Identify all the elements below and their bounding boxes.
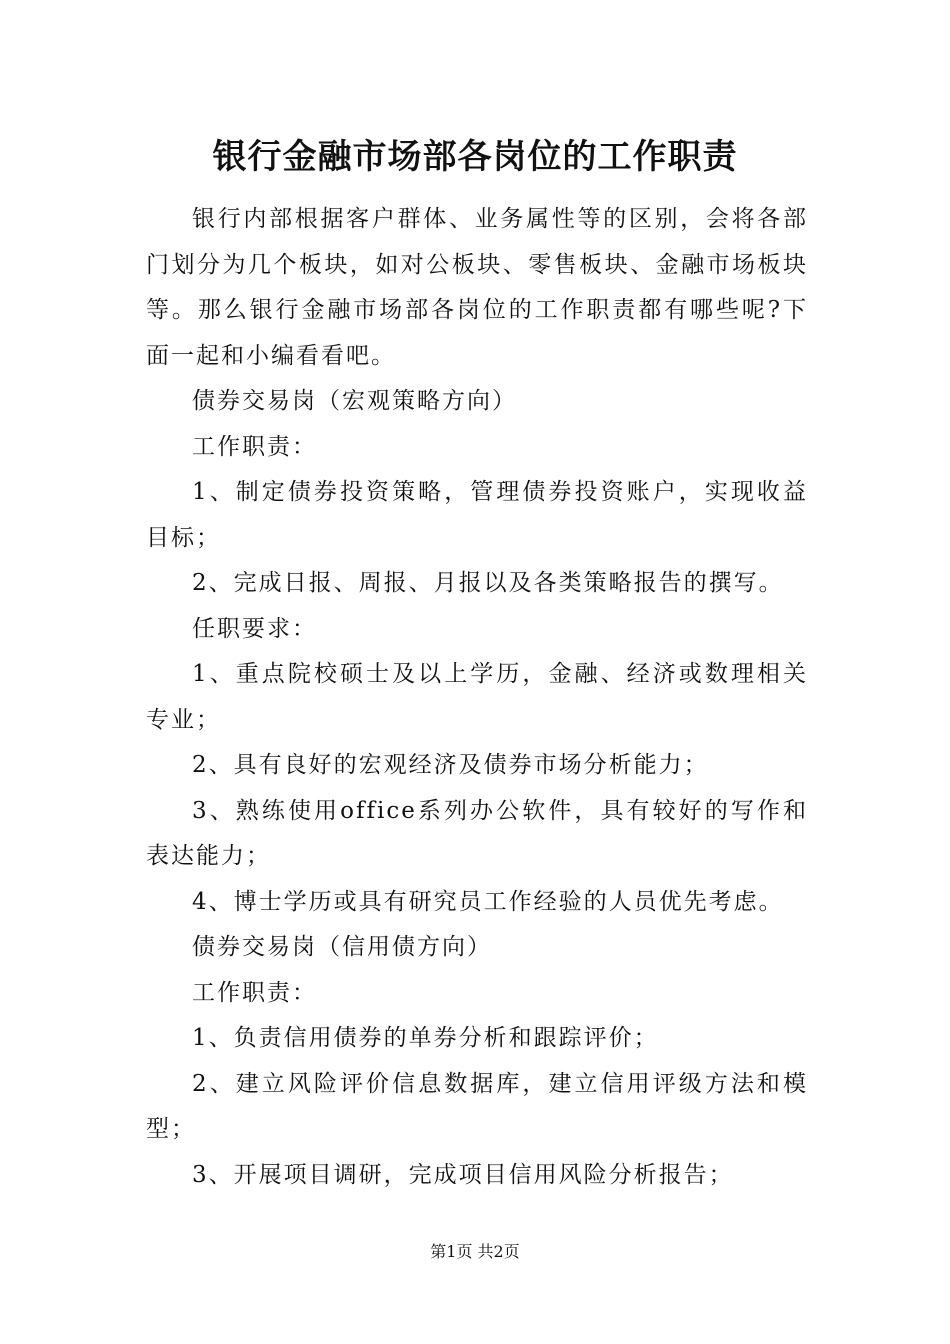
duty-item: 2、建立风险评价信息数据库，建立信用评级方法和模型； [146,1070,808,1142]
requirements-label: 任职要求： [192,615,317,642]
duties-label: 工作职责： [192,433,317,460]
document-title: 银行金融市场部各岗位的工作职责 [212,137,738,177]
requirement-item: 1、重点院校硕士及以上学历，金融、经济或数理相关专业； [146,661,808,733]
duties-label: 工作职责： [192,979,317,1006]
requirement-item: 4、博士学历或具有研究员工作经验的人员优先考虑。 [192,888,784,915]
section-heading-credit-bond: 债券交易岗（信用债方向） [192,934,492,960]
duty-item: 1、制定债券投资策略，管理债券投资账户，实现收益目标； [146,479,808,551]
duty-item: 1、负责信用债券的单券分析和跟踪评价； [192,1025,659,1051]
section-heading-macro-strategy: 债券交易岗（宏观策略方向） [192,388,517,414]
intro-paragraph: 银行内部根据客户群体、业务属性等的区别，会将各部门划分为几个板块，如对公板块、零售板块、金融市场板块等。那么银行金融市场部各岗位的工作职责都有哪些呢?下面一起和小编看看吧。 [146,206,808,369]
requirement-item: 2、具有良好的宏观经济及债券市场分析能力； [192,752,709,778]
duty-item: 2、完成日报、周报、月报以及各类策略报告的撰写。 [192,570,784,596]
duty-item: 3、开展项目调研，完成项目信用风险分析报告； [192,1161,734,1188]
requirement-item: 3、熟练使用office系列办公软件，具有较好的写作和表达能力； [146,797,808,869]
document-body [146,197,808,1198]
page-number-footer: 第1页 共2页 [430,1242,520,1261]
